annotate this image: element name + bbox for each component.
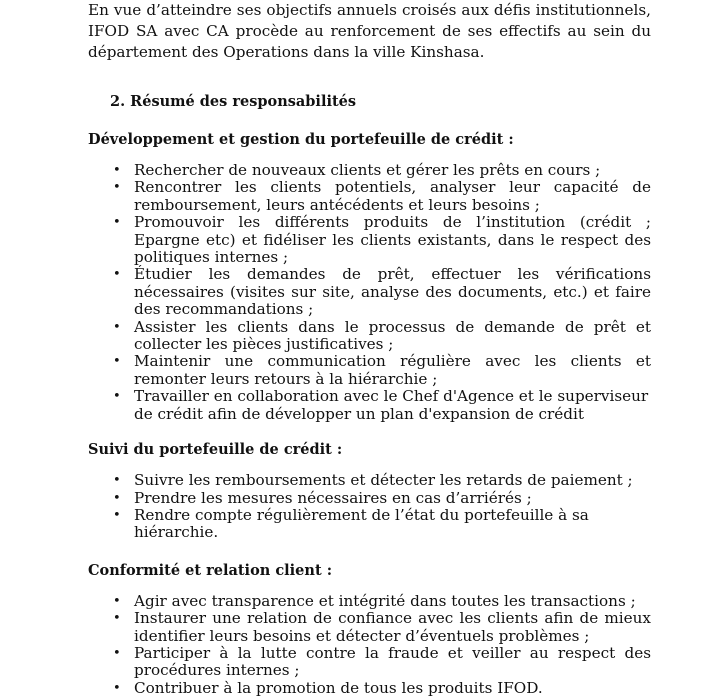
list-item-text: Agir avec transparence et intégrité dans toutes les transactions ;: [134, 591, 636, 610]
bullet-icon: •: [113, 354, 121, 370]
list-item-text: Travailler en collaboration avec le Chef d'Agence et le superviseur de crédit afin de développer un plan d'expansion de crédit: [134, 387, 649, 423]
list-item-text: Étudier les demandes de prêt, effectuer les vérifications nécessaires (visites sur site, analyse des documents, etc.) et faire des recommandations ;: [134, 265, 651, 319]
list-item: [88, 490, 651, 507]
bullet-list-credit-portfolio: [88, 162, 651, 423]
subsection-title-compliance: Conformité et relation client :: [88, 561, 333, 579]
list-item-text: Contribuer à la promotion de tous les produits IFOD.: [134, 678, 543, 697]
list-item: [88, 507, 651, 542]
list-item: [88, 472, 651, 489]
bullet-icon: •: [113, 680, 121, 696]
bullet-icon: •: [113, 389, 121, 405]
bullet-icon: •: [113, 507, 121, 523]
list-item: [88, 319, 651, 354]
bullet-icon: •: [113, 645, 121, 661]
bullet-icon: •: [113, 593, 121, 609]
list-item-text: Rendre compte régulièrement de l’état du portefeuille à sa hiérarchie.: [134, 505, 589, 542]
list-item: [88, 645, 651, 680]
list-item: [88, 162, 651, 179]
intro-paragraph: En vue d’atteindre ses objectifs annuels croisés aux défis institutionnels, IFOD SA avec CA procède au renforcement de ses effectifs au sein du département des Operations dans la ville Kinshasa.: [88, 1, 651, 61]
bullet-icon: •: [113, 215, 121, 231]
bullet-list-compliance: [88, 593, 651, 697]
bullet-icon: •: [113, 611, 121, 627]
list-item-text: Prendre les mesures nécessaires en cas d’arriérés ;: [134, 488, 532, 507]
list-item: [88, 680, 651, 697]
bullet-icon: •: [113, 490, 121, 506]
list-item: [88, 214, 651, 266]
list-item-text: Suivre les remboursements et détecter les retards de paiement ;: [134, 471, 633, 490]
list-item-text: Promouvoir les différents produits de l’institution (crédit ; Epargne etc) et fidéliser les clients existants, dans le respect des politiques internes ;: [134, 213, 651, 267]
list-item-text: Instaurer une relation de confiance avec les clients afin de mieux identifier leurs besoins et détecter d’éventuels problèmes ;: [134, 609, 651, 645]
list-item: [88, 388, 651, 423]
bullet-icon: •: [113, 319, 121, 335]
section-title: 2. Résumé des responsabilités: [110, 93, 357, 110]
subsection-title-portfolio-monitoring: Suivi du portefeuille de crédit :: [88, 441, 343, 459]
subsection-title-credit-portfolio: Développement et gestion du portefeuille de crédit :: [88, 131, 514, 148]
list-item-text: Rencontrer les clients potentiels, analyser leur capacité de remboursement, leurs antécédents et leurs besoins ;: [134, 178, 651, 214]
bullet-icon: •: [113, 180, 121, 196]
list-item: [88, 353, 651, 388]
list-item-text: Participer à la lutte contre la fraude et veiller au respect des procédures internes ;: [134, 643, 651, 680]
list-item: [88, 593, 651, 610]
list-item: [88, 179, 651, 214]
bullet-icon: •: [113, 267, 121, 283]
list-item-text: Maintenir une communication régulière avec les clients et remonter leurs retours à la hiérarchie ;: [134, 352, 651, 388]
bullet-list-portfolio-monitoring: [88, 472, 651, 542]
list-item-text: Rechercher de nouveaux clients et gérer les prêts en cours ;: [134, 161, 601, 179]
bullet-icon: •: [113, 163, 121, 178]
bullet-icon: •: [113, 473, 121, 489]
list-item: [88, 266, 651, 318]
list-item-text: Assister les clients dans le processus de demande de prêt et collecter les pièces justificatives ;: [134, 317, 651, 354]
list-item: [88, 610, 651, 645]
